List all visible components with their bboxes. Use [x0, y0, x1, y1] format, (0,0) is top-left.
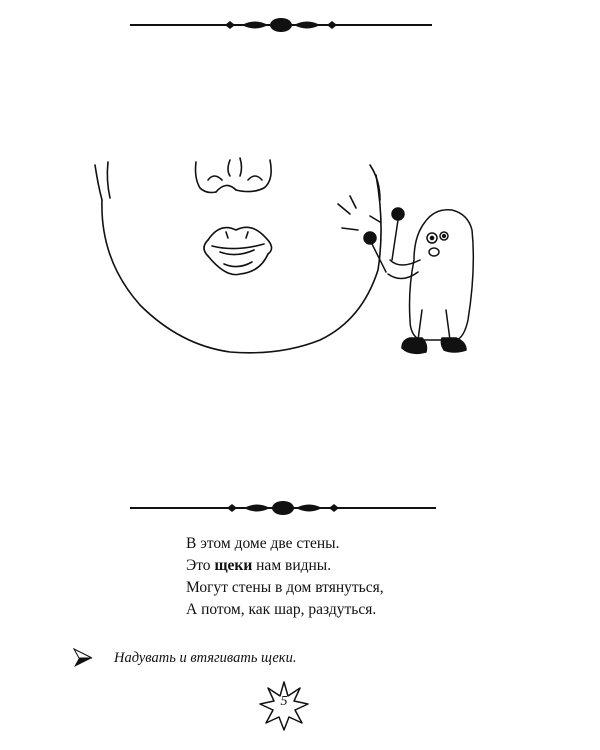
arrowhead-bullet-icon: [72, 647, 94, 669]
top-ornament-divider-icon: [130, 15, 432, 35]
poem-line-3: Могут стены в дом втянуться,: [186, 579, 384, 596]
poem-line-2: [186, 555, 486, 577]
poem-line-2-start: Это: [186, 557, 215, 574]
poem-keyword: щеки: [214, 557, 253, 574]
face-outline: [95, 158, 381, 353]
instruction-text: Надувать и втягивать щеки.: [114, 650, 297, 666]
middle-ornament-divider-icon: [130, 498, 436, 518]
poem-line-1: В этом доме две стены.: [186, 535, 340, 552]
poem-line-4: А потом, как шар, раздуться.: [186, 601, 377, 618]
poem-line-2-end: нам видны.: [252, 557, 332, 574]
page-number: 5: [280, 694, 288, 709]
cheeks-illustration: [80, 140, 480, 400]
poem-text: [186, 533, 486, 621]
page-number-badge: [258, 680, 310, 732]
exercise-instruction: [72, 647, 492, 671]
